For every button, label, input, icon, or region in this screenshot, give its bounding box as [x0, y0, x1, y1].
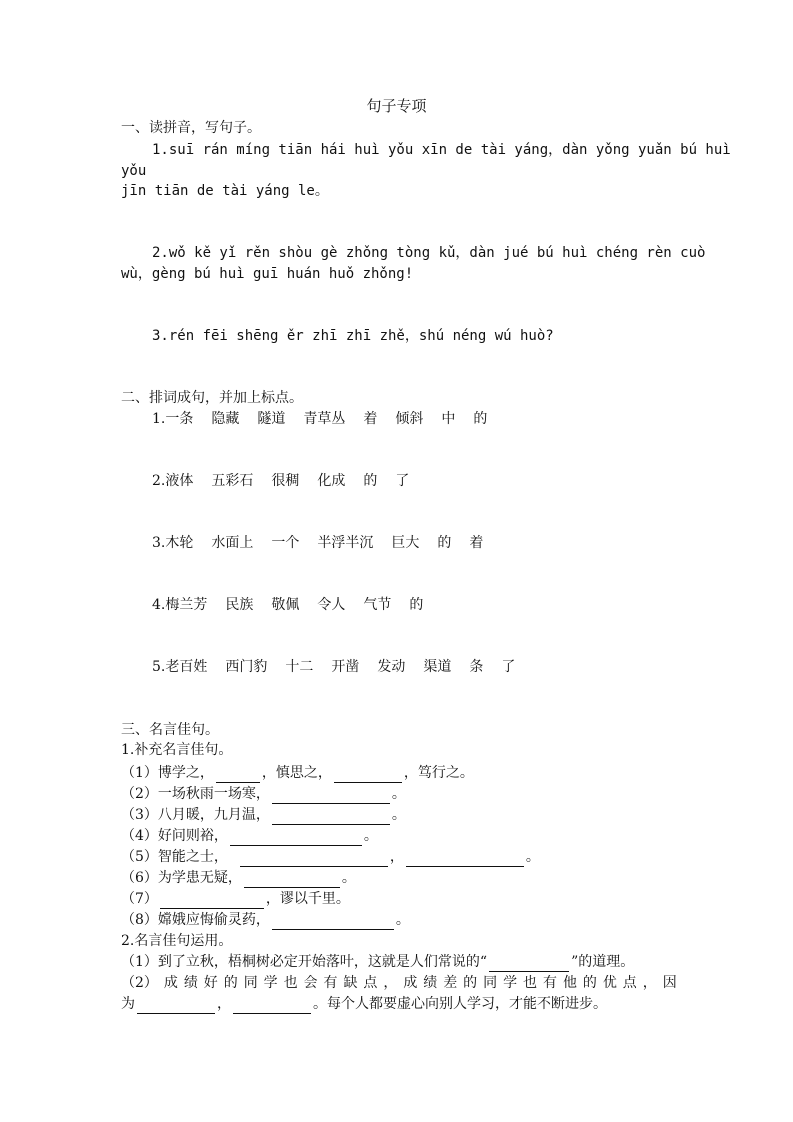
- text: 好: [203, 975, 218, 991]
- text: （7）: [121, 891, 158, 907]
- answer-blank[interactable]: [244, 872, 340, 888]
- text: 有: [542, 975, 557, 991]
- pinyin-q2-line1: 2.wǒ kě yǐ rěn shòu gè zhǒng tòng kǔ，dàn jué bú huì chéng rèn cuò: [152, 245, 706, 261]
- text: ，笃行之。: [403, 765, 474, 781]
- fill-line-4: [121, 826, 378, 846]
- word-order-item: [152, 595, 423, 615]
- word: 半浮半沉: [317, 535, 374, 551]
- text: 点: [363, 975, 378, 991]
- text: ”的道理。: [571, 954, 635, 970]
- text: 也: [283, 975, 298, 991]
- word: 一条: [165, 411, 194, 427]
- word: 水面上: [211, 535, 254, 551]
- text: 绩: [423, 975, 438, 991]
- text: 学: [503, 975, 518, 991]
- text: 。: [341, 870, 356, 886]
- fill-line-7: [121, 889, 350, 909]
- text: 差: [443, 975, 458, 991]
- word: 着: [363, 411, 378, 427]
- answer-blank[interactable]: [137, 998, 215, 1014]
- subsection-1-heading: 1.补充名言佳句。: [121, 742, 233, 758]
- answer-blank[interactable]: [160, 893, 264, 909]
- item-number: 1.: [152, 411, 166, 427]
- text: 的: [582, 975, 597, 991]
- text: 他: [562, 975, 577, 991]
- fill-line-6: [121, 868, 356, 888]
- answer-blank[interactable]: [230, 830, 362, 846]
- word: 了: [395, 473, 410, 489]
- text: 的: [223, 975, 238, 991]
- answer-blank[interactable]: [272, 914, 394, 930]
- word: 西门豹: [225, 659, 268, 675]
- word: 渠道: [423, 659, 452, 675]
- word: 十二: [285, 659, 314, 675]
- text: （2）一场秋雨一场寒，: [121, 786, 270, 802]
- text: 点: [622, 975, 637, 991]
- page-title: 句子专项: [366, 97, 427, 115]
- usage-line-2: [121, 973, 677, 993]
- word-order-item: [152, 471, 409, 491]
- text: （2）: [121, 975, 158, 991]
- word: 的: [473, 411, 488, 427]
- text: 。: [391, 786, 406, 802]
- word: 青草丛: [303, 411, 346, 427]
- fill-line-3: [121, 805, 406, 825]
- text: （5）智能之士，: [121, 849, 228, 865]
- text: 绩: [183, 975, 198, 991]
- text: 。每个人都要虚心向别人学习，才能不断进步。: [313, 996, 607, 1012]
- answer-blank[interactable]: [272, 788, 390, 804]
- pinyin-q1-line2: yǒu: [121, 163, 147, 179]
- answer-blank[interactable]: [406, 851, 524, 867]
- item-number: 2.: [152, 473, 166, 489]
- word: 气节: [363, 597, 392, 613]
- word: 一个: [271, 535, 300, 551]
- text: ，谬以千里。: [265, 891, 350, 907]
- pinyin-q3: 3.rén fēi shēng ěr zhī zhī zhě，shú néng wú huò?: [152, 328, 554, 344]
- text: （8）嫦娥应悔偷灵药，: [121, 912, 270, 928]
- word: 液体: [165, 473, 194, 489]
- text: 。: [363, 828, 378, 844]
- text: （1）博学之，: [121, 765, 214, 781]
- word: 了: [501, 659, 516, 675]
- word: 条: [469, 659, 484, 675]
- word: 木轮: [165, 535, 194, 551]
- word-order-item: [152, 533, 483, 553]
- section-1-heading: 一、读拼音，写句子。: [121, 120, 261, 136]
- fill-line-1: [121, 763, 474, 783]
- section-2-heading: 二、排词成句，并加上标点。: [121, 390, 303, 406]
- subsection-2-heading: 2.名言佳句运用。: [121, 933, 233, 949]
- text: ，: [383, 975, 398, 991]
- fill-line-2: [121, 784, 406, 804]
- item-number: 4.: [152, 597, 166, 613]
- word: 五彩石: [211, 473, 254, 489]
- text: 学: [263, 975, 278, 991]
- answer-blank[interactable]: [272, 809, 390, 825]
- word: 隧道: [257, 411, 286, 427]
- text: 有: [323, 975, 338, 991]
- word: 令人: [317, 597, 346, 613]
- text: 会: [303, 975, 318, 991]
- text: 同: [243, 975, 258, 991]
- word: 的: [409, 597, 424, 613]
- answer-blank[interactable]: [216, 767, 260, 783]
- word: 的: [437, 535, 452, 551]
- text: 因: [662, 975, 677, 991]
- text: 。: [525, 849, 540, 865]
- word: 隐藏: [211, 411, 240, 427]
- text: 同: [483, 975, 498, 991]
- text: ，: [642, 975, 657, 991]
- word: 梅兰芳: [165, 597, 208, 613]
- text: （4）好问则裕，: [121, 828, 228, 844]
- usage-line-3: [121, 994, 607, 1014]
- word: 倾斜: [395, 411, 424, 427]
- item-number: 5.: [152, 659, 166, 675]
- section-3-heading: 三、名言佳句。: [121, 722, 219, 738]
- answer-blank[interactable]: [334, 767, 402, 783]
- pinyin-q2-line2: wù，gèng bú huì guī huán huǒ zhǒng!: [121, 266, 414, 282]
- text: （6）为学患无疑，: [121, 870, 242, 886]
- word: 老百姓: [165, 659, 208, 675]
- word: 的: [363, 473, 378, 489]
- text: ，: [389, 849, 404, 865]
- item-number: 3.: [152, 535, 166, 551]
- usage-line-1: [121, 952, 634, 972]
- fill-line-8: [121, 910, 410, 930]
- text: 。: [395, 912, 410, 928]
- word: 化成: [317, 473, 346, 489]
- text: 的: [463, 975, 478, 991]
- pinyin-q1-line1: 1.suī rán míng tiān hái huì yǒu xīn de tài yáng，dàn yǒng yuǎn bú huì: [152, 142, 731, 158]
- word: 巨大: [391, 535, 420, 551]
- text: 缺: [343, 975, 358, 991]
- word: 中: [441, 411, 456, 427]
- text: 成: [403, 975, 418, 991]
- text: （1）到了立秋，梧桐树必定开始落叶，这就是人们常说的“: [121, 954, 488, 970]
- word: 开凿: [331, 659, 360, 675]
- text: ，: [217, 996, 231, 1012]
- word: 敬佩: [271, 597, 300, 613]
- pinyin-q1-line3: jīn tiān de tài yáng le。: [121, 183, 329, 199]
- text: （3）八月暖，九月温，: [121, 807, 270, 823]
- word-order-item: [152, 657, 515, 677]
- word: 很稠: [271, 473, 300, 489]
- answer-blank[interactable]: [489, 956, 569, 972]
- word: 着: [469, 535, 484, 551]
- text: 为: [121, 996, 135, 1012]
- answer-blank[interactable]: [233, 998, 311, 1014]
- text: ，慎思之，: [261, 765, 332, 781]
- word-order-item: [152, 409, 487, 429]
- text: 。: [391, 807, 406, 823]
- fill-line-5: [121, 847, 540, 867]
- answer-blank[interactable]: [240, 851, 388, 867]
- word: 发动: [377, 659, 406, 675]
- text: 也: [523, 975, 538, 991]
- word: 民族: [225, 597, 254, 613]
- text: 成: [163, 975, 178, 991]
- text: 优: [602, 975, 617, 991]
